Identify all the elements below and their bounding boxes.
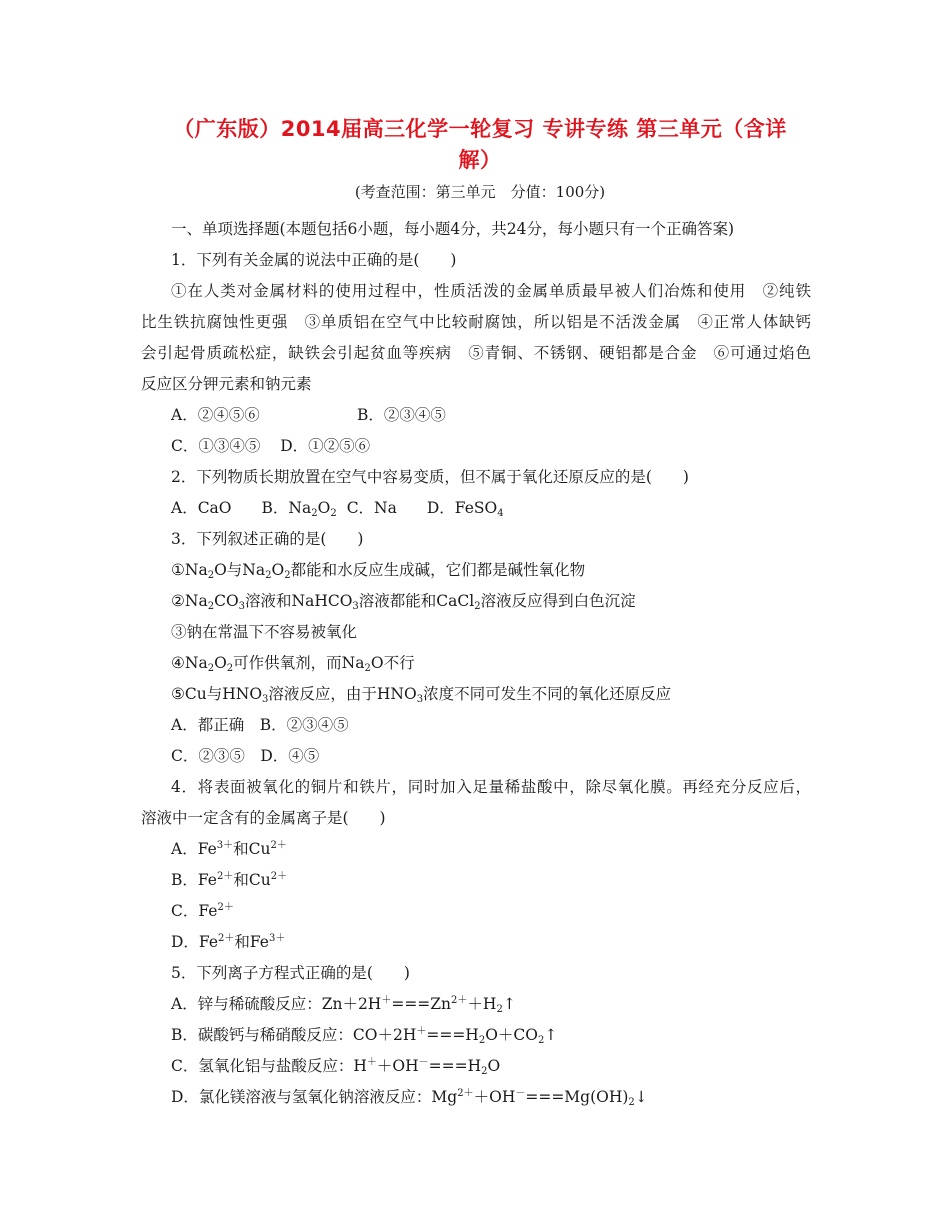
q3-statement-1: $①Na_2O$与$Na_2O_2$都能和水反应生成碱，它们都是碱性氧化物 bbox=[171, 561, 586, 581]
q1-option-d: D．①②⑤⑥ bbox=[280, 437, 371, 455]
q2-options bbox=[171, 498, 504, 518]
q1-options-cd bbox=[171, 436, 370, 456]
q1-body-line-2: 比生铁抗腐蚀性更强 ③单质铝在空气中比较耐腐蚀，所以铝是不活泼金属 ④正常人体缺钙 bbox=[141, 313, 811, 331]
q2-option-d: D．FeSO$_4$ bbox=[426, 499, 504, 519]
q4-option-c: C．$Fe^{2+}$ bbox=[171, 902, 234, 920]
title-line-1: （广东版）2014届高三化学一轮复习 专讲专练 第三单元（含详 bbox=[173, 117, 787, 141]
title-line-2: 解） bbox=[458, 148, 502, 172]
q5-option-a: A．锌与稀硫酸反应：$Zn+2H^+===Zn^{2+}+H_2↑$ bbox=[171, 995, 516, 1015]
q5-stem: 5．下列离子方程式正确的是( ) bbox=[171, 964, 410, 982]
exam-scope-subtitle: (考查范围：第三单元 分值：100分) bbox=[354, 183, 606, 201]
q5-option-d: D．氯化镁溶液与氢氧化钠溶液反应：$Mg^{2+}+OH^-===Mg(OH)_2↓$ bbox=[171, 1088, 648, 1108]
q1-stem: 1．下列有关金属的说法中正确的是( ) bbox=[171, 251, 457, 269]
q4-option-b: B．$Fe^{2+}$和$Cu^{2+}$ bbox=[171, 871, 288, 889]
q2-option-c: C．Na bbox=[346, 499, 397, 517]
q5-option-c: C．氢氧化铝与盐酸反应：$H^++OH^-===H_2O$ bbox=[171, 1057, 501, 1077]
q1-option-a: A．②④⑤⑥ bbox=[171, 406, 260, 424]
q4-option-a: A．$Fe^{3+}$和$Cu^{2+}$ bbox=[171, 840, 287, 858]
document-title bbox=[140, 114, 820, 176]
q4-stem-line-1: 4．将表面被氧化的铜片和铁片，同时加入足量稀盐酸中，除尽氧化膜。再经充分反应后， bbox=[171, 778, 811, 796]
q1-body-line-1: ①在人类对金属材料的使用过程中，性质活泼的金属单质最早被人们冶炼和使用 ②纯铁 bbox=[171, 282, 811, 300]
section-heading: 一、单项选择题(本题包括6小题，每小题4分，共24分，每小题只有一个正确答案) bbox=[171, 220, 735, 238]
q4-stem-line-2: 溶液中一定含有的金属离子是( ) bbox=[141, 809, 386, 827]
q1-body-line-3: 会引起骨质疏松症，缺铁会引起贫血等疾病 ⑤青铜、不锈钢、硬铝都是合金 ⑥可通过焰色 bbox=[141, 344, 811, 362]
q4-option-d: D．$Fe^{2+}$和$Fe^{3+}$ bbox=[171, 933, 286, 951]
q2-option-b: B．$Na_2O_2$ bbox=[261, 499, 337, 519]
q3-statement-3: ③钠在常温下不容易被氧化 bbox=[171, 623, 358, 641]
q3-statement-2: $②Na_2CO_3$溶液和NaHCO$_3$溶液都能和CaCl$_2$溶液反应得到白色沉淀 bbox=[171, 592, 636, 612]
q3-statement-4: $④Na_2O_2$可作供氧剂，而$Na_2O$不行 bbox=[171, 654, 415, 674]
q1-body-line-4: 反应区分钾元素和钠元素 bbox=[141, 375, 312, 393]
q1-option-c: C．①③④⑤ bbox=[171, 437, 261, 455]
q2-option-a: A．CaO bbox=[171, 499, 232, 517]
q3-statement-5: ⑤Cu与$HNO_3$溶液反应，由于$HNO_3$浓度不同可发生不同的氧化还原反应 bbox=[171, 685, 672, 705]
q3-options-cd: C．②③⑤ D．④⑤ bbox=[171, 747, 320, 765]
q1-option-b: B．②③④⑤ bbox=[357, 406, 446, 424]
q2-stem: 2．下列物质长期放置在空气中容易变质，但不属于氧化还原反应的是( ) bbox=[171, 468, 689, 486]
q5-option-b: B．碳酸钙与稀硝酸反应：$CO+2H^+===H_2O+CO_2↑$ bbox=[171, 1026, 558, 1046]
q3-stem: 3．下列叙述正确的是( ) bbox=[171, 530, 364, 548]
q3-options-ab: A．都正确 B．②③④⑤ bbox=[171, 716, 349, 734]
